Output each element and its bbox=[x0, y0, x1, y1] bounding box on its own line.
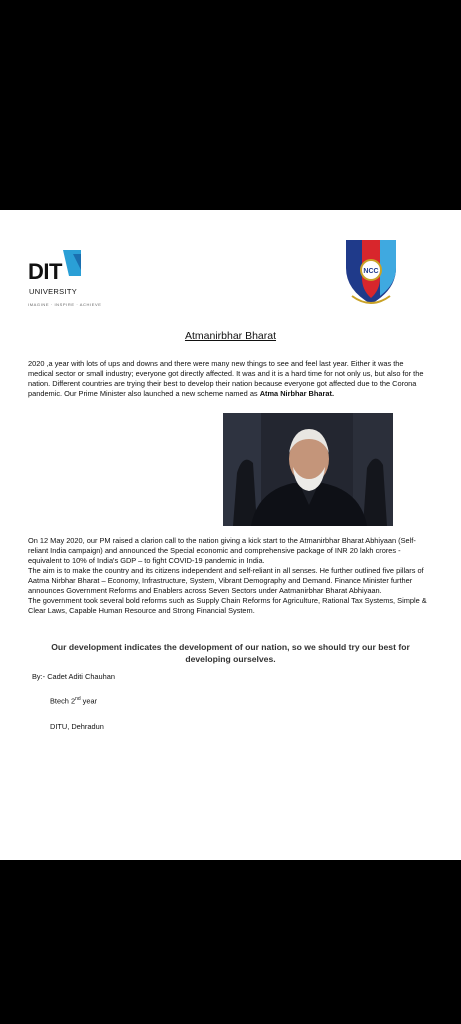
place-line: DITU, Dehradun bbox=[50, 722, 104, 731]
body-paragraph: The aim is to make the country and its citizens independent and self-reliant in all senses. He further outlined five pillars of Aatma Nirbhar Bharat – Economy, Infrastructure, System, Vibrant Demography and Demand. Finance Minister further announces Government Reforms and Enablers across Seven Sectors under Aatmanirbhar Bharat Abhiyaan. bbox=[28, 566, 424, 595]
course-line: Btech 2nd year bbox=[50, 696, 98, 706]
dit-logo-university: UNIVERSITY bbox=[29, 287, 78, 296]
dit-logo-tagline: IMAGINE · INSPIRE · ACHIEVE bbox=[28, 302, 102, 307]
dit-logo-mark-icon bbox=[61, 250, 83, 280]
ncc-emblem-icon bbox=[342, 238, 400, 308]
page-title: Atmanirbhar Bharat bbox=[184, 330, 277, 342]
closing-quote: Our development indicates the development of our nation, so we should try our best for developing ourselves. bbox=[51, 642, 410, 664]
dit-logo-word: DIT bbox=[28, 259, 62, 284]
intro-paragraph: 2020 ,a year with lots of ups and downs and there were many new things to see and feel last year. Either it was the medical sector or small industry; everyone got directly affected. It was and it is a hard time for not only us, but also for the nation. Different countries are trying their best to develop their nation because everyone got affected due to the Corona pandemic. Our Prime Minister also launched a new scheme named as Atma Nirbhar Bharat. bbox=[28, 359, 424, 398]
scheme-name: Atma Nirbhar Bharat. bbox=[259, 389, 335, 398]
author-line: By:- Cadet Aditi Chauhan bbox=[32, 672, 115, 681]
body-text bbox=[28, 536, 428, 616]
body-paragraph: On 12 May 2020, our PM raised a clarion call to the nation giving a kick start to the Atmanirbhar Bharat Abhiyaan (Self-reliant India campaign) and announced the Special economic and comprehensive package of INR 20 lakh crores - equivalent to 10% of India's GDP – to fight COVID-19 pandemic in India. bbox=[28, 536, 416, 565]
body-paragraph: The government took several bold reforms such as Supply Chain Reforms for Agriculture, Rational Tax Systems, Simple & Clear Laws, Capable Human Resource and Strong Financial System. bbox=[28, 596, 427, 615]
ncc-emblem-text: NCC bbox=[363, 268, 379, 275]
dit-university-logo bbox=[28, 250, 102, 320]
pm-photo bbox=[223, 413, 393, 526]
document-page bbox=[0, 210, 461, 860]
